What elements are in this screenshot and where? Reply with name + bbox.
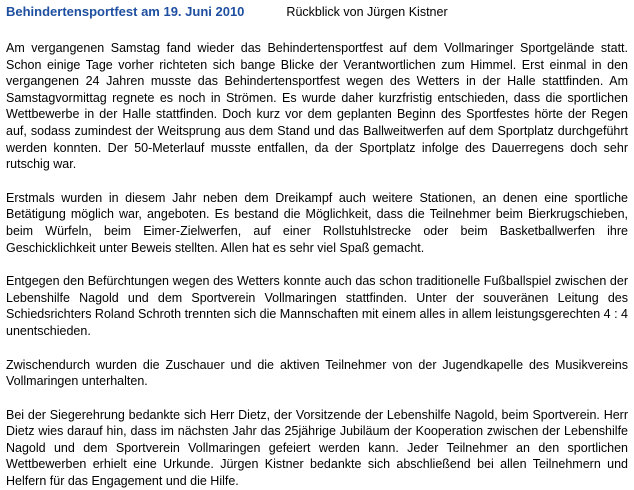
paragraph-4: Zwischendurch wurden die Zuschauer und die aktiven Teilnehmer von der Jugendkapelle des Musikvereins Vollmaringen unterhalten. [6,357,628,389]
paragraph-5: Bei der Siegerehrung bedankte sich Herr Dietz, der Vorsitzende der Lebenshilfe Nagold, beim Sportverein. Herr Dietz wies darauf hin, dass im nächsten Jahr das 25jährige Jubiläum der Kooperation zwischen der Lebenshilfe Nagold und dem Sportverein Vollmaringen gefeiert werden kann. Jeder Teilnehmer an den sportlichen Wettbewerben erhielt eine Urkunde. Jürgen Kistner bedankte sich abschließend bei allen Teilnehmern und Helfern für das Engagement und die Hilfe. [6,407,628,489]
article-byline: Rückblick von Jürgen Kistner [286,5,448,19]
paragraph-1: Am vergangenen Samstag fand wieder das Behindertensportfest auf dem Vollmaringer Sportgelände statt. Schon einige Tage vorher richteten sich bange Blicke der Verantwortlichen zum Himmel. Erst einmal in den vergangenen 24 Jahren musste das Behindertensportfest wegen des Wetters in der Halle stattfinden. Am Samstagvormittag regnete es noch in Strömen. Es wurde daher kurzfristig entschieden, dass die sportlichen Wettbewerbe in der Halle stattfinden. Doch kurz vor dem geplanten Beginn des Sportfestes hörte der Regen auf, sodass zumindest der Weitsprung aus dem Stand und das Ballweitwerfen auf dem Sportplatz durchgeführt werden konnten. Der 50-Meterlauf musste entfallen, da der Sportplatz infolge des Dauerregens doch sehr rutschig war. [6,41,628,172]
article-body [6,40,628,490]
article-header [6,4,628,24]
article-title: Behindertensportfest am 19. Juni 2010 [6,4,245,19]
paragraph-3: Entgegen den Befürchtungen wegen des Wetters konnte auch das schon traditionelle Fußballspiel zwischen der Lebenshilfe Nagold und dem Sportverein Vollmaringen stattfinden. Unter der souveränen Leitung des Schiedsrichters Roland Schroth trennten sich die Mannschaften mit einem alles in allem leistungsgerechten 4 : 4 unentschieden. [6,274,628,338]
paragraph-2: Erstmals wurden in diesem Jahr neben dem Dreikampf auch weitere Stationen, an denen eine sportliche Betätigung möglich war, angeboten. Es bestand die Möglichkeit, dass die Teilnehmer beim Bierkrugschieben, beim Würfeln, beim Eimer-Zielwerfen, auf einer Rollstuhlstrecke oder beim Basketballwerfen ihre Geschicklichkeit unter Beweis stellten. Allen hat es sehr viel Spaß gemacht. [6,190,628,255]
